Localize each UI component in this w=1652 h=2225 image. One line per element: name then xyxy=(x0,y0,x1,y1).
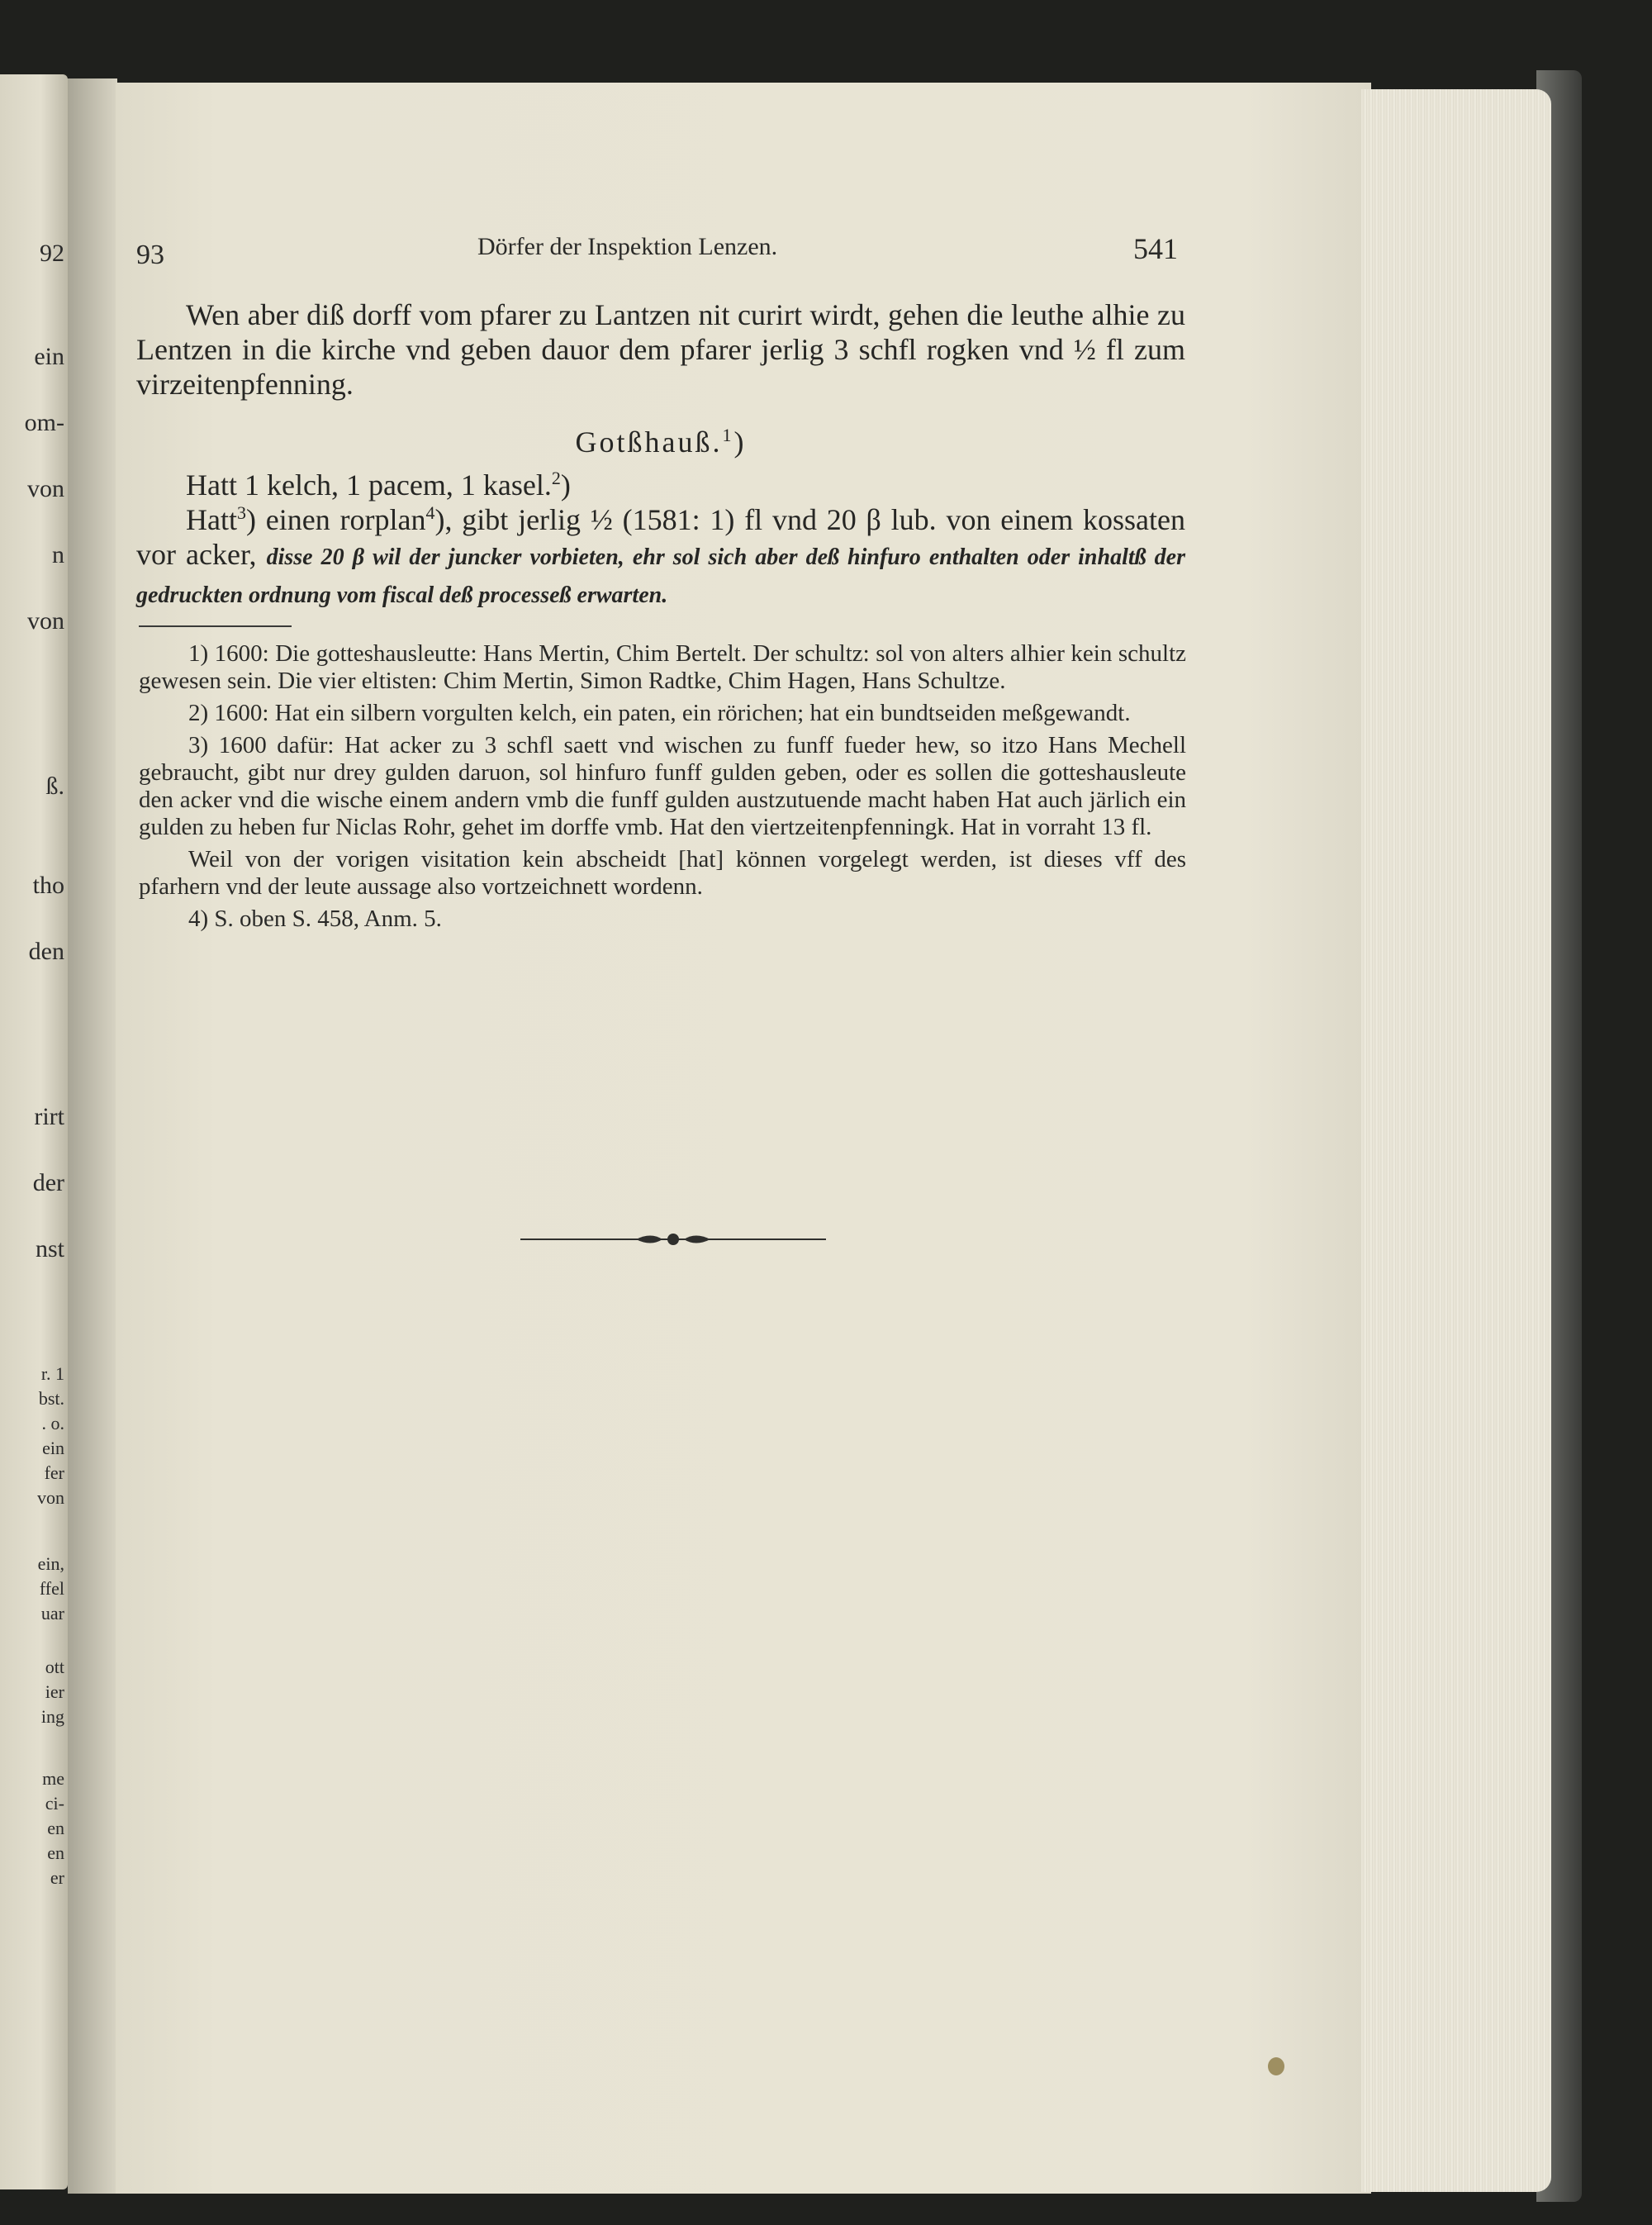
left-page-fragment: n xyxy=(52,541,64,568)
footnote-1: 1) 1600: Die gotteshausleutte: Hans Mertin, Chim Bertelt. Der schultz: sol von alters alhier kein schultz gewesen sein. Die vier eltisten: Chim Mertin, Simon Radtke, Chim Hagen, Hans Schultze. xyxy=(139,640,1186,694)
left-page-fragment: nst xyxy=(35,1235,64,1262)
left-page-fragment: von xyxy=(37,1487,64,1508)
paper-stain xyxy=(1268,2057,1284,2075)
left-page-fragment: ß. xyxy=(45,773,64,800)
running-head-left-number: 93 xyxy=(136,240,164,270)
left-page-fragment: von xyxy=(27,475,64,502)
left-page-fragment: der xyxy=(32,1169,64,1196)
paragraph-1: Wen aber diß dorff vom pfarer zu Lantzen nit curirt wirdt, gehen die leuthe alhie zu Lentzen in die kirche vnd geben dauor dem pfarer jerlig 3 schfl rogken vnd ½ fl zum virzeitenpfenning. xyxy=(136,298,1185,401)
paragraph-3: Hatt$^3$) einen rorplan$^4$), gibt jerlig ½ (1581: 1) fl vnd 20 β lub. von einem kossaten vor acker, disse 20 β wil der juncker vorbieten, ehr sol sich aber deß hinfuro enthalten oder inhaltß der gedruckten ordnung vom fiscal deß processeß erwarten. xyxy=(136,502,1186,608)
page-stack-edges xyxy=(1361,89,1551,2192)
previous-page-edge xyxy=(0,74,68,2189)
left-page-fragment: ein xyxy=(42,1438,64,1458)
footnote-divider xyxy=(139,625,292,627)
left-page-fragment: ein, xyxy=(37,1553,64,1574)
end-ornament-icon xyxy=(520,1229,826,1249)
left-page-fragment: en xyxy=(47,1842,64,1863)
footnotes xyxy=(139,640,1186,938)
left-page-fragment: r. 1 xyxy=(40,1363,64,1384)
left-page-fragment: 92 xyxy=(40,240,64,267)
footnote-3-continued: Weil von der vorigen visitation kein abscheidt [hat] können vorgelegt werden, ist dieses vff des pfarhern vnd der leute aussage also vortzeichnett wordenn. xyxy=(139,846,1186,900)
left-page-fragment: von xyxy=(27,607,64,635)
footnote-2: 2) 1600: Hat ein silbern vorgulten kelch, ein paten, ein rörichen; hat ein bundtseiden meßgewandt. xyxy=(188,700,1131,726)
footnote-4: 4) S. oben S. 458, Anm. 5. xyxy=(188,906,442,932)
left-page-fragment: tho xyxy=(32,872,64,899)
left-page-fragment: me xyxy=(42,1768,64,1789)
main-text xyxy=(136,297,1185,613)
section-heading: Gotßhauß.$^1$) xyxy=(575,425,747,459)
left-page-fragment: uar xyxy=(40,1603,64,1624)
running-head-title: Dörfer der Inspektion Lenzen. xyxy=(477,233,778,260)
left-page-fragment: en xyxy=(47,1818,64,1838)
book-gutter xyxy=(68,78,117,2194)
left-page-fragment: ein xyxy=(34,343,64,370)
left-page-fragment: rirt xyxy=(34,1103,64,1130)
left-page-fragment: fer xyxy=(44,1462,64,1483)
left-page-fragment: bst. xyxy=(38,1388,64,1409)
footnote-3: 3) 1600 dafür: Hat acker zu 3 schfl saett vnd wischen zu funff fueder hew, so itzo Hans Mechell gebraucht, gibt nur drey gulden daruon, sol hinfuro funff gulden geben, oder es sollen die gotteshausleute den acker vnd die wische einem andern vmb die funff gulden austzutuende macht haben Hat auch järlich ein gulden zu heben fur Niclas Rohr, gehet im dorffe vmb. Hat den viertzeitenpfenningk. Hat in vorraht 13 fl. xyxy=(139,732,1186,840)
page-number: 541 xyxy=(1133,232,1178,265)
left-page-fragment: ing xyxy=(40,1706,64,1727)
paragraph-2: Hatt 1 kelch, 1 pacem, 1 kasel.$^2$) xyxy=(186,468,571,502)
left-page-fragment: ier xyxy=(45,1681,64,1702)
left-page-fragment: ott xyxy=(45,1657,64,1677)
left-page-fragment: den xyxy=(28,938,64,965)
left-page-fragment: om- xyxy=(24,409,64,436)
left-page-fragment: ci- xyxy=(45,1793,64,1814)
left-page-fragment: . o. xyxy=(41,1413,64,1433)
left-page-fragment: ffel xyxy=(39,1578,64,1599)
left-page-fragment: er xyxy=(50,1867,64,1888)
